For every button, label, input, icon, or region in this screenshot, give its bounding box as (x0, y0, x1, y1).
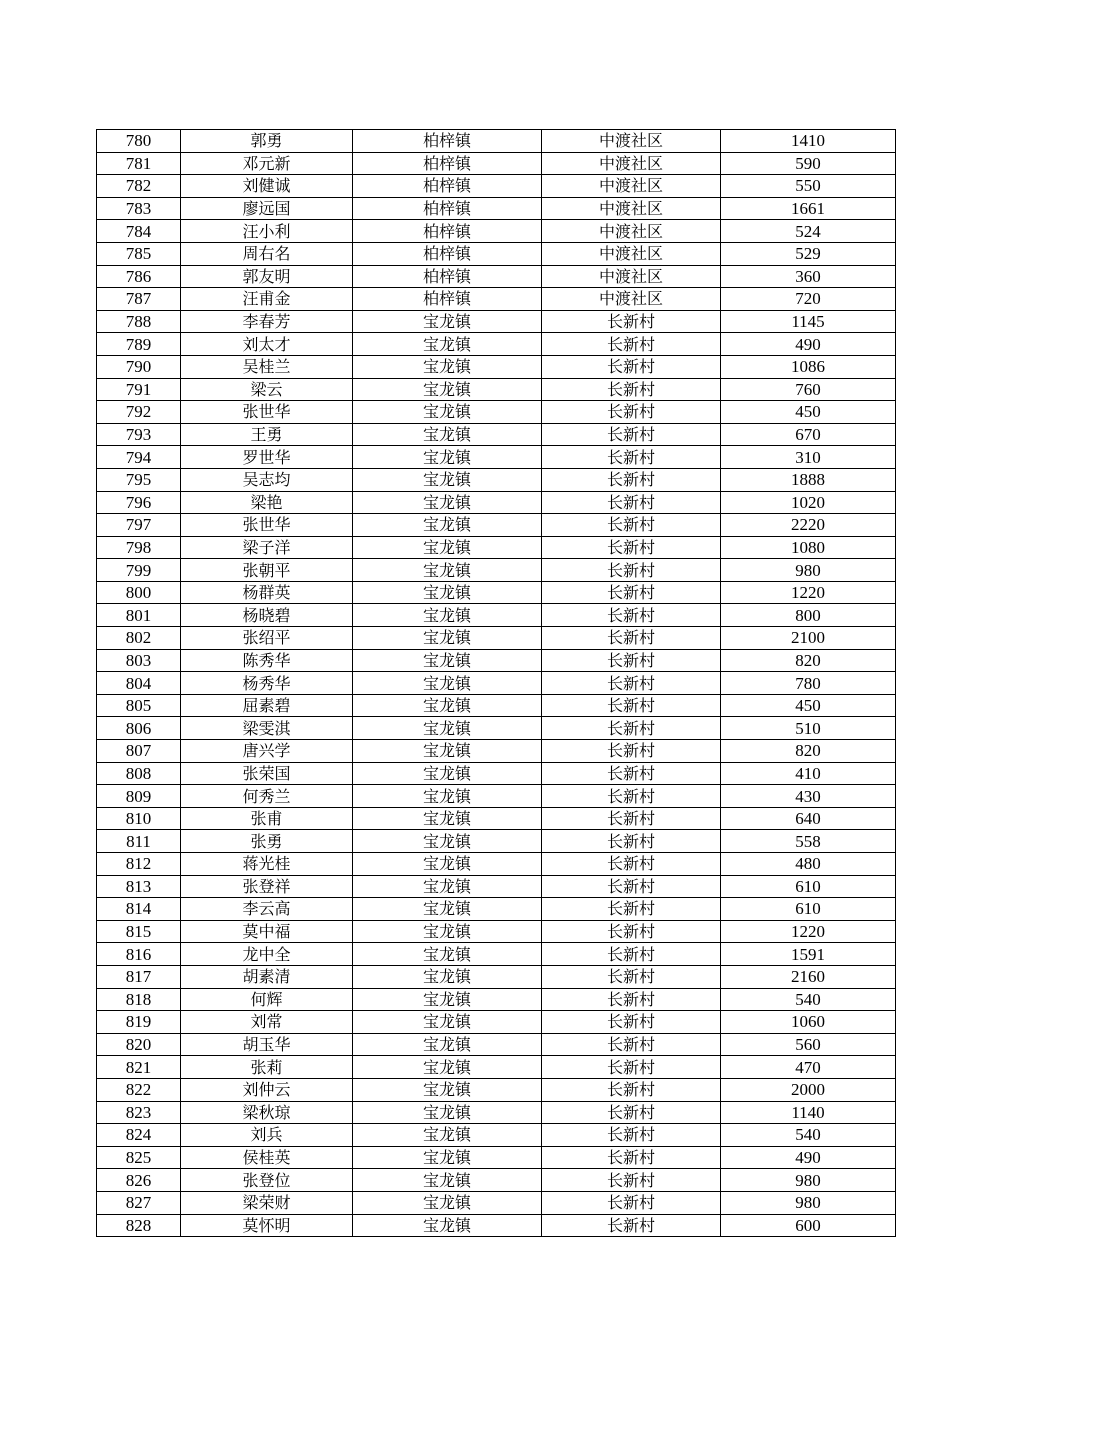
amount-cell: 450 (721, 694, 896, 717)
table-row (97, 536, 896, 559)
row-number-cell: 826 (97, 1169, 181, 1192)
town-cell: 柏梓镇 (353, 220, 542, 243)
village-cell: 长新村 (542, 898, 721, 921)
name-cell: 梁雯淇 (181, 717, 353, 740)
name-cell: 张荣国 (181, 762, 353, 785)
amount-cell: 360 (721, 265, 896, 288)
row-number-cell: 820 (97, 1033, 181, 1056)
row-number-cell: 825 (97, 1146, 181, 1169)
table-row (97, 672, 896, 695)
town-cell: 宝龙镇 (353, 1191, 542, 1214)
row-number-cell: 797 (97, 514, 181, 537)
amount-cell: 600 (721, 1214, 896, 1237)
row-number-cell: 803 (97, 649, 181, 672)
name-cell: 梁秋琼 (181, 1101, 353, 1124)
village-cell: 长新村 (542, 1191, 721, 1214)
village-cell: 长新村 (542, 423, 721, 446)
village-cell: 长新村 (542, 1101, 721, 1124)
name-cell: 罗世华 (181, 446, 353, 469)
amount-cell: 1888 (721, 468, 896, 491)
town-cell: 宝龙镇 (353, 1169, 542, 1192)
table-row (97, 785, 896, 808)
table-row (97, 717, 896, 740)
row-number-cell: 816 (97, 943, 181, 966)
name-cell: 郭勇 (181, 130, 353, 153)
village-cell: 长新村 (542, 1124, 721, 1147)
amount-cell: 1020 (721, 491, 896, 514)
town-cell: 宝龙镇 (353, 988, 542, 1011)
town-cell: 宝龙镇 (353, 694, 542, 717)
town-cell: 宝龙镇 (353, 1214, 542, 1237)
amount-cell: 590 (721, 152, 896, 175)
row-number-cell: 823 (97, 1101, 181, 1124)
town-cell: 柏梓镇 (353, 130, 542, 153)
name-cell: 何秀兰 (181, 785, 353, 808)
town-cell: 柏梓镇 (353, 152, 542, 175)
records-table-body (97, 130, 896, 1237)
name-cell: 张朝平 (181, 559, 353, 582)
row-number-cell: 793 (97, 423, 181, 446)
name-cell: 吴桂兰 (181, 355, 353, 378)
row-number-cell: 809 (97, 785, 181, 808)
name-cell: 屈素碧 (181, 694, 353, 717)
town-cell: 宝龙镇 (353, 401, 542, 424)
table-row (97, 378, 896, 401)
amount-cell: 610 (721, 898, 896, 921)
village-cell: 中渡社区 (542, 288, 721, 311)
town-cell: 宝龙镇 (353, 875, 542, 898)
village-cell: 长新村 (542, 536, 721, 559)
village-cell: 中渡社区 (542, 197, 721, 220)
row-number-cell: 812 (97, 853, 181, 876)
amount-cell: 450 (721, 401, 896, 424)
row-number-cell: 786 (97, 265, 181, 288)
name-cell: 汪甫金 (181, 288, 353, 311)
name-cell: 何辉 (181, 988, 353, 1011)
village-cell: 长新村 (542, 965, 721, 988)
table-row (97, 197, 896, 220)
row-number-cell: 795 (97, 468, 181, 491)
amount-cell: 550 (721, 175, 896, 198)
row-number-cell: 788 (97, 310, 181, 333)
town-cell: 宝龙镇 (353, 468, 542, 491)
amount-cell: 490 (721, 1146, 896, 1169)
village-cell: 长新村 (542, 807, 721, 830)
name-cell: 张登位 (181, 1169, 353, 1192)
row-number-cell: 824 (97, 1124, 181, 1147)
name-cell: 周右名 (181, 242, 353, 265)
amount-cell: 1140 (721, 1101, 896, 1124)
amount-cell: 1410 (721, 130, 896, 153)
amount-cell: 529 (721, 242, 896, 265)
amount-cell: 558 (721, 830, 896, 853)
town-cell: 宝龙镇 (353, 807, 542, 830)
name-cell: 刘兵 (181, 1124, 353, 1147)
village-cell: 长新村 (542, 1169, 721, 1192)
town-cell: 柏梓镇 (353, 288, 542, 311)
town-cell: 宝龙镇 (353, 1056, 542, 1079)
amount-cell: 670 (721, 423, 896, 446)
table-row (97, 898, 896, 921)
table-row (97, 1056, 896, 1079)
amount-cell: 640 (721, 807, 896, 830)
village-cell: 长新村 (542, 333, 721, 356)
town-cell: 宝龙镇 (353, 1078, 542, 1101)
amount-cell: 524 (721, 220, 896, 243)
town-cell: 宝龙镇 (353, 536, 542, 559)
table-row (97, 1191, 896, 1214)
amount-cell: 1060 (721, 1011, 896, 1034)
amount-cell: 2100 (721, 627, 896, 650)
village-cell: 长新村 (542, 649, 721, 672)
amount-cell: 560 (721, 1033, 896, 1056)
row-number-cell: 780 (97, 130, 181, 153)
village-cell: 长新村 (542, 401, 721, 424)
village-cell: 长新村 (542, 694, 721, 717)
name-cell: 张绍平 (181, 627, 353, 650)
amount-cell: 1145 (721, 310, 896, 333)
table-row (97, 830, 896, 853)
records-table (96, 129, 896, 1237)
town-cell: 宝龙镇 (353, 310, 542, 333)
town-cell: 宝龙镇 (353, 1033, 542, 1056)
row-number-cell: 783 (97, 197, 181, 220)
name-cell: 刘仲云 (181, 1078, 353, 1101)
row-number-cell: 811 (97, 830, 181, 853)
village-cell: 长新村 (542, 830, 721, 853)
row-number-cell: 790 (97, 355, 181, 378)
village-cell: 长新村 (542, 355, 721, 378)
town-cell: 宝龙镇 (353, 740, 542, 763)
village-cell: 长新村 (542, 468, 721, 491)
town-cell: 宝龙镇 (353, 717, 542, 740)
table-row (97, 401, 896, 424)
village-cell: 长新村 (542, 446, 721, 469)
amount-cell: 430 (721, 785, 896, 808)
table-row (97, 559, 896, 582)
village-cell: 长新村 (542, 378, 721, 401)
amount-cell: 410 (721, 762, 896, 785)
village-cell: 长新村 (542, 1033, 721, 1056)
table-row (97, 220, 896, 243)
table-row (97, 943, 896, 966)
town-cell: 宝龙镇 (353, 491, 542, 514)
table-row (97, 265, 896, 288)
amount-cell: 310 (721, 446, 896, 469)
table-row (97, 581, 896, 604)
town-cell: 柏梓镇 (353, 242, 542, 265)
table-row (97, 423, 896, 446)
village-cell: 长新村 (542, 491, 721, 514)
name-cell: 张莉 (181, 1056, 353, 1079)
row-number-cell: 784 (97, 220, 181, 243)
name-cell: 蒋光桂 (181, 853, 353, 876)
table-row (97, 1101, 896, 1124)
table-row (97, 694, 896, 717)
village-cell: 长新村 (542, 559, 721, 582)
town-cell: 宝龙镇 (353, 965, 542, 988)
amount-cell: 2160 (721, 965, 896, 988)
town-cell: 宝龙镇 (353, 762, 542, 785)
village-cell: 长新村 (542, 920, 721, 943)
amount-cell: 820 (721, 740, 896, 763)
village-cell: 中渡社区 (542, 242, 721, 265)
table-row (97, 920, 896, 943)
row-number-cell: 792 (97, 401, 181, 424)
table-row (97, 310, 896, 333)
row-number-cell: 814 (97, 898, 181, 921)
row-number-cell: 808 (97, 762, 181, 785)
amount-cell: 980 (721, 1191, 896, 1214)
village-cell: 中渡社区 (542, 152, 721, 175)
row-number-cell: 794 (97, 446, 181, 469)
table-row (97, 1146, 896, 1169)
name-cell: 唐兴学 (181, 740, 353, 763)
table-row (97, 1033, 896, 1056)
amount-cell: 1220 (721, 920, 896, 943)
name-cell: 王勇 (181, 423, 353, 446)
amount-cell: 720 (721, 288, 896, 311)
amount-cell: 1086 (721, 355, 896, 378)
town-cell: 宝龙镇 (353, 943, 542, 966)
row-number-cell: 817 (97, 965, 181, 988)
row-number-cell: 805 (97, 694, 181, 717)
name-cell: 龙中全 (181, 943, 353, 966)
town-cell: 宝龙镇 (353, 649, 542, 672)
row-number-cell: 800 (97, 581, 181, 604)
town-cell: 宝龙镇 (353, 853, 542, 876)
row-number-cell: 796 (97, 491, 181, 514)
village-cell: 长新村 (542, 310, 721, 333)
town-cell: 宝龙镇 (353, 333, 542, 356)
name-cell: 梁子洋 (181, 536, 353, 559)
table-row (97, 514, 896, 537)
town-cell: 宝龙镇 (353, 446, 542, 469)
town-cell: 宝龙镇 (353, 627, 542, 650)
amount-cell: 540 (721, 1124, 896, 1147)
row-number-cell: 819 (97, 1011, 181, 1034)
table-row (97, 491, 896, 514)
row-number-cell: 789 (97, 333, 181, 356)
village-cell: 长新村 (542, 627, 721, 650)
row-number-cell: 815 (97, 920, 181, 943)
village-cell: 长新村 (542, 1056, 721, 1079)
name-cell: 李春芳 (181, 310, 353, 333)
name-cell: 张世华 (181, 514, 353, 537)
amount-cell: 980 (721, 1169, 896, 1192)
table-row (97, 333, 896, 356)
village-cell: 长新村 (542, 762, 721, 785)
table-row (97, 288, 896, 311)
village-cell: 长新村 (542, 875, 721, 898)
town-cell: 宝龙镇 (353, 920, 542, 943)
town-cell: 宝龙镇 (353, 604, 542, 627)
village-cell: 长新村 (542, 943, 721, 966)
village-cell: 长新村 (542, 1078, 721, 1101)
row-number-cell: 799 (97, 559, 181, 582)
name-cell: 刘健诚 (181, 175, 353, 198)
data-sheet (96, 129, 896, 1237)
amount-cell: 480 (721, 853, 896, 876)
amount-cell: 1661 (721, 197, 896, 220)
name-cell: 李云高 (181, 898, 353, 921)
village-cell: 长新村 (542, 1146, 721, 1169)
table-row (97, 468, 896, 491)
table-row (97, 853, 896, 876)
village-cell: 长新村 (542, 1214, 721, 1237)
table-row (97, 242, 896, 265)
amount-cell: 820 (721, 649, 896, 672)
row-number-cell: 810 (97, 807, 181, 830)
town-cell: 宝龙镇 (353, 355, 542, 378)
village-cell: 中渡社区 (542, 220, 721, 243)
name-cell: 刘常 (181, 1011, 353, 1034)
name-cell: 张世华 (181, 401, 353, 424)
row-number-cell: 806 (97, 717, 181, 740)
amount-cell: 510 (721, 717, 896, 740)
village-cell: 长新村 (542, 740, 721, 763)
amount-cell: 1591 (721, 943, 896, 966)
name-cell: 梁云 (181, 378, 353, 401)
name-cell: 张登祥 (181, 875, 353, 898)
village-cell: 中渡社区 (542, 175, 721, 198)
table-row (97, 649, 896, 672)
amount-cell: 610 (721, 875, 896, 898)
table-row (97, 175, 896, 198)
town-cell: 宝龙镇 (353, 1101, 542, 1124)
table-row (97, 446, 896, 469)
table-row (97, 1124, 896, 1147)
village-cell: 长新村 (542, 604, 721, 627)
village-cell: 长新村 (542, 581, 721, 604)
town-cell: 宝龙镇 (353, 514, 542, 537)
town-cell: 宝龙镇 (353, 1146, 542, 1169)
table-row (97, 740, 896, 763)
name-cell: 梁艳 (181, 491, 353, 514)
amount-cell: 760 (721, 378, 896, 401)
name-cell: 刘太才 (181, 333, 353, 356)
name-cell: 郭友明 (181, 265, 353, 288)
village-cell: 长新村 (542, 785, 721, 808)
town-cell: 宝龙镇 (353, 1011, 542, 1034)
town-cell: 宝龙镇 (353, 581, 542, 604)
row-number-cell: 807 (97, 740, 181, 763)
amount-cell: 800 (721, 604, 896, 627)
name-cell: 梁荣财 (181, 1191, 353, 1214)
table-row (97, 875, 896, 898)
table-row (97, 1078, 896, 1101)
village-cell: 长新村 (542, 853, 721, 876)
name-cell: 吴志均 (181, 468, 353, 491)
name-cell: 侯桂英 (181, 1146, 353, 1169)
name-cell: 胡素清 (181, 965, 353, 988)
town-cell: 宝龙镇 (353, 559, 542, 582)
name-cell: 杨群英 (181, 581, 353, 604)
town-cell: 宝龙镇 (353, 672, 542, 695)
town-cell: 柏梓镇 (353, 175, 542, 198)
amount-cell: 2000 (721, 1078, 896, 1101)
row-number-cell: 798 (97, 536, 181, 559)
row-number-cell: 828 (97, 1214, 181, 1237)
village-cell: 长新村 (542, 717, 721, 740)
name-cell: 邓元新 (181, 152, 353, 175)
table-row (97, 807, 896, 830)
name-cell: 廖远国 (181, 197, 353, 220)
amount-cell: 470 (721, 1056, 896, 1079)
table-row (97, 762, 896, 785)
name-cell: 莫怀明 (181, 1214, 353, 1237)
table-row (97, 130, 896, 153)
name-cell: 杨晓碧 (181, 604, 353, 627)
row-number-cell: 821 (97, 1056, 181, 1079)
table-row (97, 355, 896, 378)
row-number-cell: 801 (97, 604, 181, 627)
name-cell: 张甫 (181, 807, 353, 830)
row-number-cell: 782 (97, 175, 181, 198)
town-cell: 宝龙镇 (353, 1124, 542, 1147)
table-row (97, 988, 896, 1011)
village-cell: 中渡社区 (542, 130, 721, 153)
village-cell: 长新村 (542, 514, 721, 537)
name-cell: 陈秀华 (181, 649, 353, 672)
row-number-cell: 822 (97, 1078, 181, 1101)
table-row (97, 1214, 896, 1237)
amount-cell: 540 (721, 988, 896, 1011)
row-number-cell: 818 (97, 988, 181, 1011)
town-cell: 宝龙镇 (353, 898, 542, 921)
village-cell: 长新村 (542, 988, 721, 1011)
row-number-cell: 804 (97, 672, 181, 695)
row-number-cell: 781 (97, 152, 181, 175)
amount-cell: 1220 (721, 581, 896, 604)
amount-cell: 1080 (721, 536, 896, 559)
row-number-cell: 802 (97, 627, 181, 650)
town-cell: 柏梓镇 (353, 265, 542, 288)
row-number-cell: 791 (97, 378, 181, 401)
amount-cell: 780 (721, 672, 896, 695)
table-row (97, 1011, 896, 1034)
town-cell: 宝龙镇 (353, 378, 542, 401)
row-number-cell: 827 (97, 1191, 181, 1214)
name-cell: 张勇 (181, 830, 353, 853)
town-cell: 柏梓镇 (353, 197, 542, 220)
table-row (97, 1169, 896, 1192)
name-cell: 莫中福 (181, 920, 353, 943)
table-row (97, 604, 896, 627)
village-cell: 长新村 (542, 1011, 721, 1034)
amount-cell: 2220 (721, 514, 896, 537)
town-cell: 宝龙镇 (353, 423, 542, 446)
amount-cell: 490 (721, 333, 896, 356)
village-cell: 长新村 (542, 672, 721, 695)
amount-cell: 980 (721, 559, 896, 582)
village-cell: 中渡社区 (542, 265, 721, 288)
row-number-cell: 813 (97, 875, 181, 898)
table-row (97, 965, 896, 988)
town-cell: 宝龙镇 (353, 785, 542, 808)
name-cell: 胡玉华 (181, 1033, 353, 1056)
table-row (97, 627, 896, 650)
town-cell: 宝龙镇 (353, 830, 542, 853)
name-cell: 杨秀华 (181, 672, 353, 695)
row-number-cell: 787 (97, 288, 181, 311)
row-number-cell: 785 (97, 242, 181, 265)
name-cell: 汪小利 (181, 220, 353, 243)
table-row (97, 152, 896, 175)
